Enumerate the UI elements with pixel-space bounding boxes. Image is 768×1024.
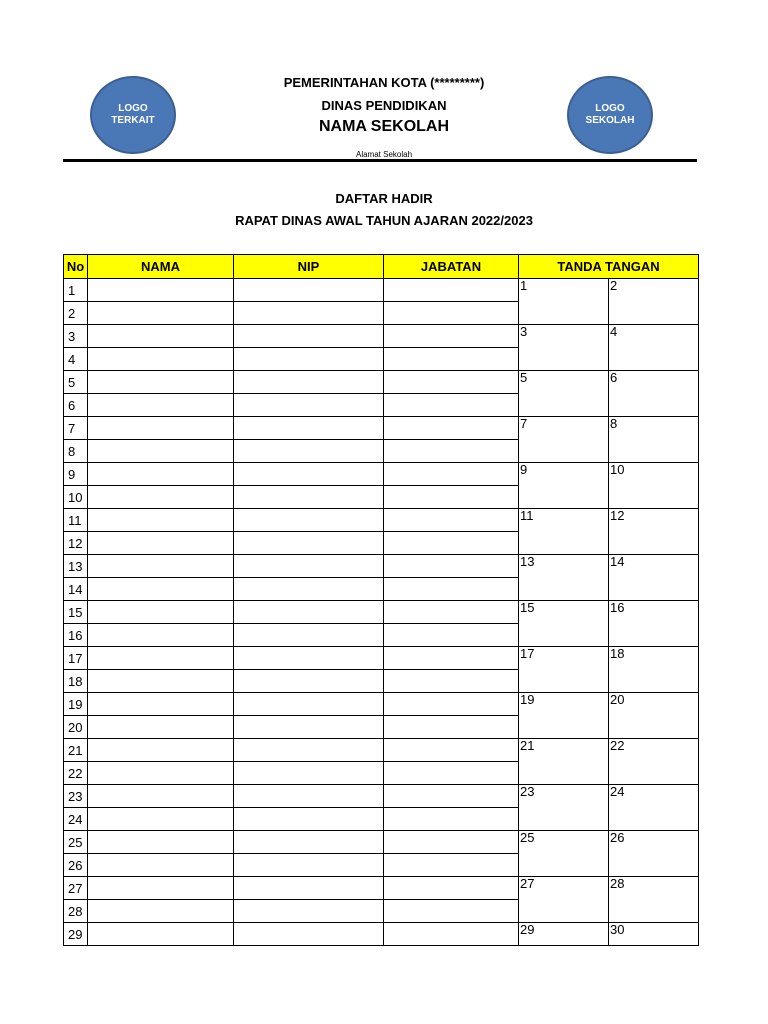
table-row xyxy=(64,601,699,624)
nip-cell[interactable] xyxy=(234,532,384,555)
row-number: 12 xyxy=(64,532,88,555)
signature-cell[interactable] xyxy=(609,463,699,509)
header-divider xyxy=(63,159,697,162)
signature-number: 5 xyxy=(520,370,528,385)
signature-cell[interactable] xyxy=(609,325,699,371)
signature-number: 17 xyxy=(520,646,535,661)
row-number: 26 xyxy=(64,854,88,877)
row-number: 6 xyxy=(64,394,88,417)
signature-number: 11 xyxy=(520,508,534,523)
row-number: 15 xyxy=(64,601,88,624)
nama-cell[interactable] xyxy=(88,279,234,302)
signature-number: 27 xyxy=(520,876,535,891)
table-row xyxy=(64,739,699,762)
signature-cell[interactable] xyxy=(519,555,609,601)
signature-cell[interactable] xyxy=(609,371,699,417)
row-number: 9 xyxy=(64,463,88,486)
table-row xyxy=(64,877,699,900)
table-row xyxy=(64,647,699,670)
row-number: 4 xyxy=(64,348,88,371)
signature-number: 20 xyxy=(610,692,625,707)
jabatan-cell[interactable] xyxy=(384,394,519,417)
nip-cell[interactable] xyxy=(234,348,384,371)
signature-cell[interactable] xyxy=(519,463,609,509)
nama-cell[interactable] xyxy=(88,923,234,946)
signature-cell[interactable] xyxy=(519,601,609,647)
signature-cell[interactable] xyxy=(609,509,699,555)
signature-number: 9 xyxy=(520,462,528,477)
nama-cell[interactable] xyxy=(88,302,234,325)
signature-cell[interactable] xyxy=(519,877,609,923)
row-number: 7 xyxy=(64,417,88,440)
row-number: 8 xyxy=(64,440,88,463)
attendance-table xyxy=(63,254,699,946)
nip-cell[interactable] xyxy=(234,624,384,647)
row-number: 2 xyxy=(64,302,88,325)
signature-cell[interactable] xyxy=(609,739,699,785)
jabatan-cell[interactable] xyxy=(384,578,519,601)
jabatan-cell[interactable] xyxy=(384,831,519,854)
signature-number: 14 xyxy=(610,554,625,569)
row-number: 1 xyxy=(64,279,88,302)
signature-cell[interactable] xyxy=(609,417,699,463)
row-number: 28 xyxy=(64,900,88,923)
jabatan-cell[interactable] xyxy=(384,440,519,463)
nama-cell[interactable] xyxy=(88,647,234,670)
row-number: 17 xyxy=(64,647,88,670)
row-number: 3 xyxy=(64,325,88,348)
logo-terkait-text-1: LOGO xyxy=(118,103,148,114)
table-row xyxy=(64,325,699,348)
nip-cell[interactable] xyxy=(234,716,384,739)
nip-cell[interactable] xyxy=(234,877,384,900)
jabatan-cell[interactable] xyxy=(384,348,519,371)
nama-cell[interactable] xyxy=(88,417,234,440)
signature-number: 24 xyxy=(610,784,625,799)
jabatan-cell[interactable] xyxy=(384,624,519,647)
signature-number: 12 xyxy=(610,508,625,523)
government-heading: PEMERINTAHAN KOTA (*********) xyxy=(283,75,485,90)
row-number: 29 xyxy=(64,923,88,946)
signature-cell[interactable] xyxy=(609,279,699,325)
nama-cell[interactable] xyxy=(88,486,234,509)
signature-number: 6 xyxy=(610,370,618,385)
logo-sekolah xyxy=(567,76,653,154)
nip-cell[interactable] xyxy=(234,854,384,877)
nama-cell[interactable] xyxy=(88,739,234,762)
nama-cell[interactable] xyxy=(88,877,234,900)
school-address: Alamat Sekolah xyxy=(355,150,413,159)
signature-number: 2 xyxy=(610,278,618,293)
table-header-row xyxy=(64,255,699,279)
column-header-nama: NAMA xyxy=(88,255,234,279)
column-header-nip: NIP xyxy=(234,255,384,279)
table-row xyxy=(64,509,699,532)
jabatan-cell[interactable] xyxy=(384,371,519,394)
nip-cell[interactable] xyxy=(234,923,384,946)
jabatan-cell[interactable] xyxy=(384,900,519,923)
signature-cell[interactable] xyxy=(519,923,609,946)
jabatan-cell[interactable] xyxy=(384,762,519,785)
signature-cell[interactable] xyxy=(609,601,699,647)
nip-cell[interactable] xyxy=(234,440,384,463)
jabatan-cell[interactable] xyxy=(384,417,519,440)
signature-cell[interactable] xyxy=(609,693,699,739)
jabatan-cell[interactable] xyxy=(384,877,519,900)
nip-cell[interactable] xyxy=(234,279,384,302)
table-body xyxy=(64,279,699,946)
row-number: 19 xyxy=(64,693,88,716)
signature-number: 8 xyxy=(610,416,618,431)
nip-cell[interactable] xyxy=(234,486,384,509)
row-number: 22 xyxy=(64,762,88,785)
column-header-no: No xyxy=(64,255,88,279)
nama-cell[interactable] xyxy=(88,670,234,693)
nip-cell[interactable] xyxy=(234,463,384,486)
row-number: 14 xyxy=(64,578,88,601)
row-number: 27 xyxy=(64,877,88,900)
row-number: 20 xyxy=(64,716,88,739)
nama-cell[interactable] xyxy=(88,348,234,371)
signature-number: 28 xyxy=(610,876,625,891)
jabatan-cell[interactable] xyxy=(384,923,519,946)
nip-cell[interactable] xyxy=(234,900,384,923)
nip-cell[interactable] xyxy=(234,371,384,394)
nip-cell[interactable] xyxy=(234,394,384,417)
jabatan-cell[interactable] xyxy=(384,808,519,831)
table-row xyxy=(64,417,699,440)
row-number: 18 xyxy=(64,670,88,693)
signature-number: 3 xyxy=(520,324,528,339)
nama-cell[interactable] xyxy=(88,463,234,486)
nama-cell[interactable] xyxy=(88,624,234,647)
nama-cell[interactable] xyxy=(88,854,234,877)
jabatan-cell[interactable] xyxy=(384,509,519,532)
document-title: DAFTAR HADIR xyxy=(335,191,433,206)
signature-number: 19 xyxy=(520,692,535,707)
row-number: 25 xyxy=(64,831,88,854)
nip-cell[interactable] xyxy=(234,762,384,785)
signature-number: 25 xyxy=(520,830,535,845)
row-number: 23 xyxy=(64,785,88,808)
jabatan-cell[interactable] xyxy=(384,693,519,716)
signature-cell[interactable] xyxy=(519,647,609,693)
nip-cell[interactable] xyxy=(234,601,384,624)
signature-cell[interactable] xyxy=(609,877,699,923)
row-number: 13 xyxy=(64,555,88,578)
logo-terkait-text-2: TERKAIT xyxy=(111,115,155,126)
nama-cell[interactable] xyxy=(88,371,234,394)
nip-cell[interactable] xyxy=(234,647,384,670)
signature-cell[interactable] xyxy=(519,417,609,463)
signature-number: 7 xyxy=(520,416,528,431)
jabatan-cell[interactable] xyxy=(384,785,519,808)
jabatan-cell[interactable] xyxy=(384,716,519,739)
row-number: 16 xyxy=(64,624,88,647)
signature-number: 23 xyxy=(520,784,535,799)
signature-number: 13 xyxy=(520,554,535,569)
nama-cell[interactable] xyxy=(88,601,234,624)
signature-number: 22 xyxy=(610,738,625,753)
nip-cell[interactable] xyxy=(234,785,384,808)
document-subtitle: RAPAT DINAS AWAL TAHUN AJARAN 2022/2023 xyxy=(235,213,533,228)
table-row xyxy=(64,555,699,578)
table-row xyxy=(64,831,699,854)
logo-sekolah-text-2: SEKOLAH xyxy=(585,115,635,126)
nip-cell[interactable] xyxy=(234,417,384,440)
nama-cell[interactable] xyxy=(88,394,234,417)
nama-cell[interactable] xyxy=(88,900,234,923)
row-number: 11 xyxy=(64,509,88,532)
nama-cell[interactable] xyxy=(88,578,234,601)
nama-cell[interactable] xyxy=(88,555,234,578)
signature-number: 15 xyxy=(520,600,535,615)
nip-cell[interactable] xyxy=(234,509,384,532)
table-row xyxy=(64,463,699,486)
signature-number: 29 xyxy=(520,922,535,937)
signature-number: 26 xyxy=(610,830,625,845)
jabatan-cell[interactable] xyxy=(384,302,519,325)
signature-cell[interactable] xyxy=(519,831,609,877)
jabatan-cell[interactable] xyxy=(384,854,519,877)
signature-number: 30 xyxy=(610,922,625,937)
jabatan-cell[interactable] xyxy=(384,279,519,302)
signature-number: 18 xyxy=(610,646,625,661)
row-number: 24 xyxy=(64,808,88,831)
signature-cell[interactable] xyxy=(519,693,609,739)
signature-cell[interactable] xyxy=(609,647,699,693)
nama-cell[interactable] xyxy=(88,532,234,555)
nama-cell[interactable] xyxy=(88,693,234,716)
nama-cell[interactable] xyxy=(88,325,234,348)
nip-cell[interactable] xyxy=(234,670,384,693)
signature-cell[interactable] xyxy=(609,555,699,601)
nip-cell[interactable] xyxy=(234,831,384,854)
signature-cell[interactable] xyxy=(609,785,699,831)
nama-cell[interactable] xyxy=(88,785,234,808)
signature-cell[interactable] xyxy=(519,371,609,417)
jabatan-cell[interactable] xyxy=(384,647,519,670)
nama-cell[interactable] xyxy=(88,808,234,831)
signature-cell[interactable] xyxy=(519,325,609,371)
table-row xyxy=(64,923,699,946)
school-name: NAMA SEKOLAH xyxy=(318,118,450,135)
jabatan-cell[interactable] xyxy=(384,486,519,509)
nip-cell[interactable] xyxy=(234,808,384,831)
signature-cell[interactable] xyxy=(519,509,609,555)
department-heading: DINAS PENDIDIKAN xyxy=(321,98,447,113)
jabatan-cell[interactable] xyxy=(384,555,519,578)
signature-number: 16 xyxy=(610,600,625,615)
signature-cell[interactable] xyxy=(519,279,609,325)
nip-cell[interactable] xyxy=(234,302,384,325)
row-number: 21 xyxy=(64,739,88,762)
nama-cell[interactable] xyxy=(88,509,234,532)
nip-cell[interactable] xyxy=(234,578,384,601)
nip-cell[interactable] xyxy=(234,693,384,716)
jabatan-cell[interactable] xyxy=(384,532,519,555)
signature-cell[interactable] xyxy=(609,831,699,877)
table-row xyxy=(64,693,699,716)
nama-cell[interactable] xyxy=(88,831,234,854)
attendance-table-container xyxy=(63,254,698,946)
table-row xyxy=(64,279,699,302)
nip-cell[interactable] xyxy=(234,325,384,348)
signature-number: 4 xyxy=(610,324,618,339)
jabatan-cell[interactable] xyxy=(384,739,519,762)
jabatan-cell[interactable] xyxy=(384,601,519,624)
nama-cell[interactable] xyxy=(88,762,234,785)
jabatan-cell[interactable] xyxy=(384,325,519,348)
signature-cell[interactable] xyxy=(609,923,699,946)
jabatan-cell[interactable] xyxy=(384,463,519,486)
column-header-tanda-tangan: TANDA TANGAN xyxy=(519,255,699,279)
table-row xyxy=(64,371,699,394)
jabatan-cell[interactable] xyxy=(384,670,519,693)
signature-number: 21 xyxy=(520,738,535,753)
table-row xyxy=(64,785,699,808)
signature-number: 1 xyxy=(520,278,528,293)
row-number: 5 xyxy=(64,371,88,394)
signature-cell[interactable] xyxy=(519,785,609,831)
nip-cell[interactable] xyxy=(234,739,384,762)
nip-cell[interactable] xyxy=(234,555,384,578)
nama-cell[interactable] xyxy=(88,716,234,739)
signature-number: 10 xyxy=(610,462,625,477)
signature-cell[interactable] xyxy=(519,739,609,785)
logo-sekolah-text-1: LOGO xyxy=(595,103,625,114)
nama-cell[interactable] xyxy=(88,440,234,463)
column-header-jabatan: JABATAN xyxy=(384,255,519,279)
row-number: 10 xyxy=(64,486,88,509)
